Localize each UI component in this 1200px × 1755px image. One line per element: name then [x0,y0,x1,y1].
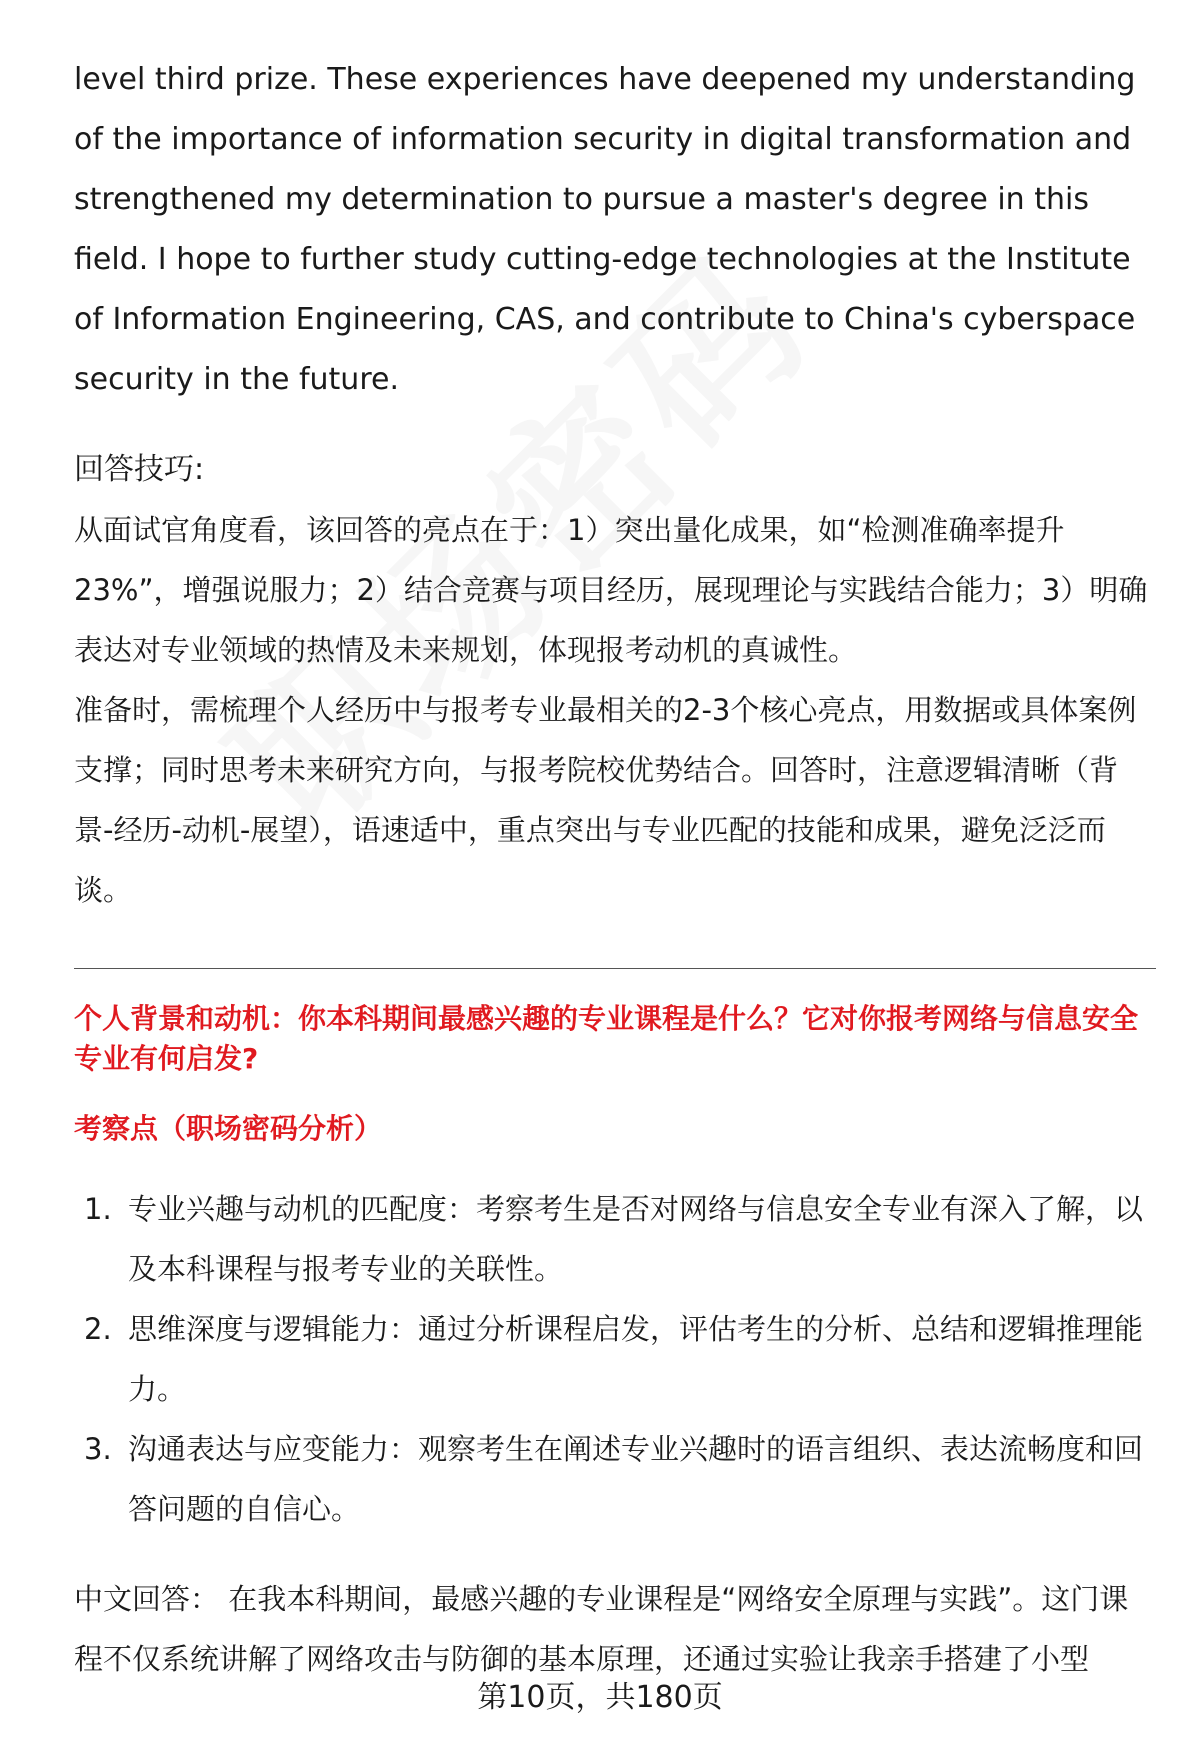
list-item [74,1419,1154,1539]
analysis-title: 考察点（职场密码分析） [74,1112,383,1145]
intro-paragraph: level third prize. These experiences have deepened my understanding of the importance of information security in digital transformation and strengthened my determination to pursue a master's degree in this field. I hope to further study cutting-edge technologies at the Institute of Information Engineering, CAS, and contribute to China's cyberspace security in the future. [74,62,1136,397]
tips-paragraph-1: 从面试官角度看，该回答的亮点在于：1）突出量化成果，如“检测准确率提升23%”，增强说服力；2）结合竞赛与项目经历，展现理论与实践结合能力；3）明确表达对专业领域的热情及未来规划，体现报考动机的真诚性。 [74,513,1148,667]
section-divider [74,968,1156,969]
page-number: 第10页，共180页 [477,1680,723,1715]
list-item-text: 专业兴趣与动机的匹配度：考察考生是否对网络与信息安全专业有深入了解，以及本科课程与报考专业的关联性。 [128,1192,1144,1286]
list-item-number: 3. [84,1432,112,1466]
tips-title: 回答技巧: [74,452,205,487]
list-item-number: 2. [84,1312,112,1346]
list-item-number: 1. [84,1192,112,1226]
list-item-text: 沟通表达与应变能力：观察考生在阐述专业兴趣时的语言组织、表达流畅度和回答问题的自信心。 [128,1432,1144,1526]
analysis-points [74,1179,1154,1539]
document-body [74,50,1154,1689]
list-item [74,1299,1154,1419]
chinese-answer: 中文回答： 在我本科期间，最感兴趣的专业课程是“网络安全原理与实践”。这门课程不仅系统讲解了网络攻击与防御的基本原理，还通过实验让我亲手搭建了小型 [74,1582,1129,1676]
question-heading: 个人背景和动机：你本科期间最感兴趣的专业课程是什么？它对你报考网络与信息安全专业有何启发? [74,1002,1139,1075]
tips-paragraph-2: 准备时，需梳理个人经历中与报考专业最相关的2-3个核心亮点，用数据或具体案例支撑；同时思考未来研究方向，与报考院校优势结合。回答时，注意逻辑清晰（背景-经历-动机-展望），语速适中，重点突出与专业匹配的技能和成果，避免泛泛而谈。 [74,693,1137,907]
list-item [74,1179,1154,1299]
list-item-text: 思维深度与逻辑能力：通过分析课程启发，评估考生的分析、总结和逻辑推理能力。 [128,1312,1144,1406]
